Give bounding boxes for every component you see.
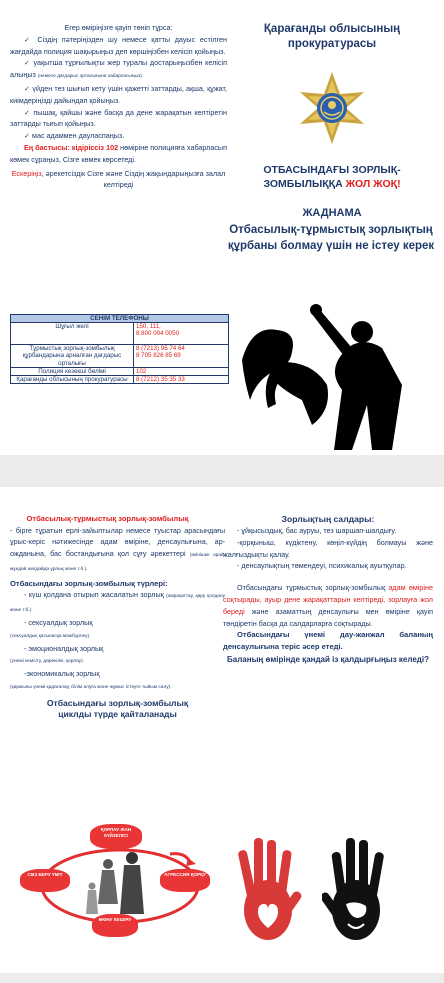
memo-subtitle: Отбасылық-тұрмыстық зорлықтың құрбаны болмау үшін не істеу керек — [227, 224, 435, 252]
phone-label: Тұрмыстық зорлық-зомбылық құрбандарына арналған дағдарыс орталығы — [11, 345, 134, 368]
cycle-title: Отбасындағы зорлық-зомбылық циклды түрде қайталанады — [46, 697, 189, 720]
phone-value: 8 (7212) 35 35 33 — [134, 376, 229, 384]
trace-question: Баланың өмірінде қандай із қалдырғыңыз келеді? — [227, 654, 429, 664]
phone-value: 102 — [134, 367, 229, 375]
violence-cycle-diagram — [20, 824, 220, 944]
phone-label: Қарағанды облысының прокуратурасы — [11, 376, 134, 384]
tip-hide-objects: ✓ пышақ, қайшы және басқа да дене жарақатын келтіретін заттарды тығып қойыңыз. — [10, 107, 227, 129]
consequence-item: -қорқыныш, күдіктену, көңіл-күйдің болмауы және жалғыздықты қалау. — [223, 537, 433, 559]
black-handprint-image — [322, 832, 392, 952]
definition-text: - бірге тұратын ерлі-зайыптылар немесе туыстар арасындағы ұрыс-керіс нәтижесінде адам өміріне, денсаулығына, ар-ожданына, бас бостандығына қол сұғу әрекеттері (өкінішке орай, мұндай жағдайда ұрлық және т.б.). — [10, 525, 225, 572]
phone-label: Полиция кезекші бөлімі — [11, 367, 134, 375]
brochure-inner-side — [0, 487, 444, 973]
campaign-title: ОТБАСЫНДАҒЫ ЗОРЛЫҚ- ЗОМБЫЛЫҚҚА ЖОЛ ЖОҚ! — [263, 164, 401, 190]
consequence-item: - денсаулықтың төмендеуі, психикалық ауытқулар. — [237, 561, 407, 571]
danger-paragraph: Отбасындағы тұрмыстық зорлық-зомбылық адам өміріне соқтырады, ауыр дене жарақаттарын келтіреді, зорлауға жол береді және азаматтың денсаулығы мен өміріне қауіп төндіретін басқа да салдарларға соқтырады. — [223, 583, 433, 628]
cycle-stage-promise: СӨЗ БЕРУ ҮМІТ — [20, 869, 70, 892]
tip-no-arguing: ✓ мас адаммен дауласпаңыз. — [24, 131, 125, 141]
org-name: Қарағанды облысының прокуратурасы — [263, 23, 401, 50]
tip-temporary-place: ✓ уақытша тұрғылықты жер туралы достарыңызбен келісіп алыңыз (немесе дағдарыс орталығына хабарласыңыз). — [10, 58, 227, 80]
phone-value: 150, 111, 8 800 004 0050 — [134, 323, 229, 345]
types-title: Отбасындағы зорлық-зомбылық түрлері: — [10, 578, 168, 588]
cycle-stage-humiliation: ҚОРЛАУ ЖАН КҮЙЗЕЛІСІ — [90, 824, 142, 849]
trust-phone-table — [10, 314, 229, 384]
child-health-paragraph: Отбасындағы үнемі дау-жанжал баланың денсаулығына теріс әсер етеді. — [223, 630, 433, 652]
type-economic: -экономикалық зорлық (қаржыны үнемі қадағалау, білім алуға және жұмыс істеуге тыйым салу). — [10, 669, 172, 691]
phone-label: Шұғыл желі — [11, 323, 134, 345]
type-sexual: - сексуалдық зорлық (сексуалдық қатынасқа мәжбүрлеу). — [10, 618, 93, 639]
tip-prepare-things: ✓ үйден тез шығып кету үшін қажетті заттарды, ақша, құжат, киімдеріңізді дайындап қойыңыз. — [10, 83, 227, 105]
prosecutor-emblem — [294, 70, 370, 146]
safety-tips — [10, 22, 227, 191]
tip-neighbors: ✓ Сіздің пәтеріңізден шу немесе қатты дауыс естілген жағдайда полиция шақырыңыз деп көршіңізбен келісіп қойыңыз. — [10, 34, 227, 56]
consequences-section — [223, 514, 433, 666]
red-handprint-image — [232, 832, 302, 952]
memo-title: ЖАДНАМА — [302, 207, 362, 219]
violence-definition-section — [10, 514, 225, 721]
cycle-stage-aggression: АГРЕССИЯ ҚОРҚУ — [160, 869, 210, 892]
type-physical: - күш қолдана отырып жасалатын зорлық (жарақаттау, қару қолдану және т.б.). — [10, 590, 225, 614]
safety-heading: Егер өміріңізге қауіп төніп тұрса: — [64, 23, 173, 32]
consequence-item: - ұйқысыздық, бас ауруы, тез шаршап-шалдығу. — [237, 526, 397, 535]
consequences-title: Зорлықтың салдары: — [281, 514, 375, 524]
trust-phone-header: СЕНІМ ТЕЛЕФОНЫ — [11, 315, 229, 323]
type-emotional: - эмоционалдық зорлық (үнемі кемсіту, дөрекілік, қорлау). — [10, 643, 104, 665]
phone-value: 8 (7213) 95 74 64 8 705 826 85 69 — [134, 345, 229, 368]
definition-title: Отбасылық-тұрмыстық зорлық-зомбылық — [26, 514, 189, 523]
cycle-stage-forgiveness: ӨКІНУ КЕШІРУ — [92, 914, 138, 937]
violence-silhouette-illustration — [232, 290, 437, 450]
urgent-call-102: Ең бастысы: кідіріссіз 102 нөміріне полицияға хабарласып көмек сұраңыз, Сізге көмек көрсетеді. — [10, 142, 227, 164]
warning-note: Ескеріңіз, әрекетсіздік Сізге және Сіздің жақындарыңызға залал келтіреді — [11, 168, 226, 190]
brochure-outer-side — [0, 0, 444, 455]
